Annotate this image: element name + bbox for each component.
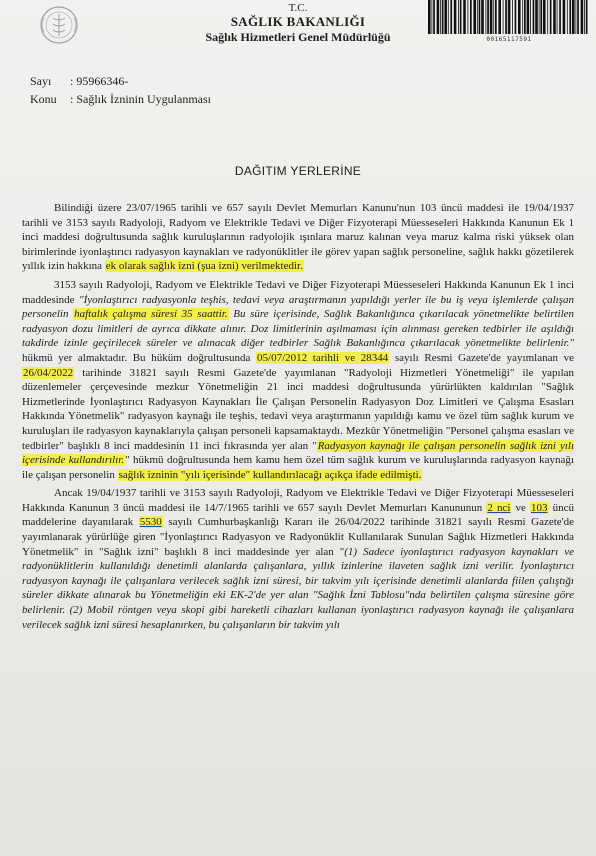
barcode-bar (490, 0, 493, 34)
barcode-bar (512, 0, 513, 34)
p2-text-d: tarihinde 31821 sayılı Resmi Gazete'de yayımlanan "Radyoloji Hizmetleri Yönetmeliği" ile yapılan düzenlemeler çerçevesinde mezkur Yönetmeliğin 21 inci maddesi doğrultusunda yürürlükten kaldırılan "Sağlık Hizmetlerinde İyonlaştırıcı Radyasyon Kaynakları İle Çalışan Personelin Radyasyon Doz Limitleri ve Çalışma Esasları Hakkında Yönetmelik" radyasyon kaynağı ile teşhis, tedavi veya araştırmanın yapıldığı kamu ve özel tüm sağlık kurum ve kuruluşları ile radyasyon kaynaklarıyla çalışan personeli kapsamaktaydı. Mezkûr Yönetmeliğin "Personel çalışma esasları ve tedbirler" başlıklı 8 inci maddesinin 11 inci fıkrasında yer alan " (22, 366, 575, 452)
p2-date-highlight-1: 05/07/2012 tarihli ve 28344 (257, 351, 389, 364)
p2-date-highlight-2: 26/04/2022 (23, 366, 74, 379)
barcode-bar (581, 0, 584, 34)
barcode-bar (473, 0, 476, 34)
barcode-bar (450, 0, 452, 34)
barcode-bar (515, 0, 517, 34)
p3-text-c: üncü maddelerine dayanılarak (22, 501, 575, 529)
header-ministry: SAĞLIK BAKANLIĞI (230, 14, 366, 29)
barcode-bar (553, 0, 556, 34)
barcode-bar (527, 0, 530, 34)
barcode-bar (559, 0, 561, 34)
barcode-bar (505, 0, 507, 34)
barcode-bar (495, 0, 497, 34)
barcode-bar (547, 0, 548, 34)
p2-quote-highlight: haftalık çalışma süresi 35 saattir. (74, 308, 228, 321)
p3-article-103: 103 (531, 501, 548, 514)
barcode-bar (481, 0, 484, 34)
barcode-number: 00165117591 (486, 36, 532, 43)
barcode-bar (530, 0, 531, 34)
barcode-bar (440, 0, 441, 34)
barcode-bar (522, 0, 523, 34)
barcode-bar (563, 0, 566, 34)
barcode-bar (586, 0, 588, 34)
header-tc: T.C. (288, 2, 308, 14)
barcode-bar (557, 0, 558, 34)
barcode-bar (433, 0, 435, 34)
barcode-bar (572, 0, 575, 34)
barcode-bar (533, 0, 535, 34)
p3-article-2: 2 nci (487, 501, 511, 514)
p3-quote: (1) Sadece iyonlaştırıcı radyasyon kaynakları ve radyonüklitlerin kullanıldığı denetimli alanlarda çalışanlara, yıllık izinlerine ilaveten sağlık izni verilir. İyonlaştırıcı radyasyon kaynağı ile çalışanlara verilecek sağlık izni süresi, bir takvim yılı içerisinde denetimli alanlarda fiilen çalıştığı süreler dikkate alınarak bu Yönetmeliğin eki EK-2'de yer alan "Sağlık İzni Tablosu"nda belirtilen çalışma süresine göre belirlenir. (2) Mobil röntgen veya skopi gibi hareketli cihazları kullanan iyonlaştırıcı radyasyon kaynağı ile çalışanlara verilecek sağlık izni süresi hesaplanırken, bu çalışanların bir takvim yılı (22, 545, 574, 631)
barcode-bar (442, 0, 444, 34)
barcode-bar (487, 0, 489, 34)
barcode-bar (428, 0, 431, 34)
barcode-bar (444, 0, 447, 34)
meta-sayi (30, 74, 128, 89)
barcode-bar (437, 0, 440, 34)
p2-quote-highlight-2: Radyasyon kaynağı ile çalışan personelin sağlık izni yılı içerisinde kullandırılır. (22, 439, 575, 467)
barcode-bar (486, 0, 487, 34)
barcode-bar (539, 0, 540, 34)
barcode-bar (463, 0, 466, 34)
meta-sayi-label: Sayı (30, 74, 52, 88)
paragraph-3 (22, 486, 574, 632)
barcode-bar (577, 0, 579, 34)
header-directorate: Sağlık Hizmetleri Genel Müdürlüğü (205, 30, 391, 44)
barcode-bar (468, 0, 469, 34)
p2-text-b: hükmü yer almaktadır. Bu hüküm doğrultusunda (22, 351, 251, 364)
barcode (428, 0, 590, 46)
barcode-bar (535, 0, 538, 34)
meta-konu (30, 92, 211, 107)
barcode-icon (428, 0, 590, 34)
letter-body (22, 201, 574, 636)
meta-sayi-value: : 95966346- (70, 74, 129, 88)
barcode-bar (567, 0, 568, 34)
barcode-bar (503, 0, 504, 34)
barcode-bar (458, 0, 459, 34)
barcode-bar (540, 0, 542, 34)
barcode-bar (498, 0, 501, 34)
barcode-bar (584, 0, 585, 34)
barcode-bar (508, 0, 511, 34)
barcode-bar (477, 0, 478, 34)
barcode-bar (576, 0, 577, 34)
paragraph-2 (22, 278, 574, 482)
barcode-bar (543, 0, 546, 34)
barcode-bar (448, 0, 449, 34)
p2-end-highlight: sağlık izninin "yılı içerisinde" kullandırılacağı açıkça ifade edilmişti. (118, 468, 422, 481)
distribution-title: DAĞITIM YERLERİNE (234, 164, 362, 178)
barcode-bar (524, 0, 526, 34)
p1-highlight: ek olarak sağlık izni (şua izni) verilmektedir. (105, 260, 303, 273)
p3-decree-5530: 5530 (139, 516, 162, 529)
barcode-bar (470, 0, 472, 34)
paragraph-1 (22, 201, 574, 274)
p2-text-c: sayılı Resmi Gazete'de yayımlanan ve (394, 351, 575, 364)
barcode-bar (569, 0, 571, 34)
p2-text-e: " hükmü doğrultusunda hem kamu hem özel tüm sağlık kurum ve kuruluşlarında radyasyon kaynağı ile çalışan personelin (22, 454, 574, 481)
barcode-bar (432, 0, 433, 34)
p2-quote-1: "İyonlaştırıcı radyasyonla teşhis, tedavi veya araştırmanın yapıldığı yerler ile bu iş veya işlemlerde çalışan personelin (22, 293, 574, 321)
p3-text-d: sayılı Cumhurbaşkanlığı Kararı ile 26/04/2022 tarihinde 31821 sayılı Resmi Gazete'de yayımlanarak yürürlüğe giren "İyonlaştırıcı Radyasyon ve Radyonüklit Kullanılarak Sunulan Sağlık Hizmetleri Hakkında Yönetmelik" in "Sağlık izni" başlıklı 8 inci maddesinde yer alan " (22, 516, 575, 558)
barcode-bar (550, 0, 552, 34)
p2-text-a: 3153 sayılı Radyoloji, Radyom ve Elektrikle Tedavi ve Diğer Fizyoterapi Müesseseleri Hakkında Kanunun Ek 1 inci maddesinde (22, 278, 574, 306)
p3-text-a: Ancak 19/04/1937 tarihli ve 3153 sayılı Radyoloji, Radyom ve Elektrikle Tedavi ve Diğer Fizyoterapi Müesseseleri Hakkında Kanunun 3 üncü maddesi ile 14/7/1965 tarihli ve 657 sayılı Devlet Memurları Kanununun (22, 487, 574, 514)
p1-text: Bilindiği üzere 23/07/1965 tarihli ve 657 sayılı Devlet Memurları Kanunu'nun 103 üncü maddesi ile 19/04/1937 tarihli ve 3153 sayılı Radyoloji, Radyom ve Elektrikle Tedavi ve Diğer Fizyoterapi Müesseseleri Hakkında Kanunun Ek 1 inci maddesi doğrultusunda sağlık kuruluşlarının radyolojik ışınlara maruz kalınan veya maruz kalma riski yüksek olan birimlerinde iyonlaştırıcı radyasyon kaynakları ve radyonüklitler ile görev yapan sağlık personeline, sağlık hakkı gözetilerek yıllık izin hakkına (22, 202, 574, 273)
barcode-bar (518, 0, 521, 34)
barcode-bar (460, 0, 462, 34)
meta-konu-value: : Sağlık İzninin Uygulanması (70, 92, 211, 106)
meta-konu-label: Konu (30, 92, 57, 106)
barcode-bar (493, 0, 494, 34)
barcode-bar (454, 0, 457, 34)
barcode-bar (479, 0, 481, 34)
p2-quote-2: Bu süre içerisinde, Sağlık Bakanlığınca çıkarılacak yönetmelikte belirtilen radyasyon dozu limitleri de ayrıca dikkate alınır. Doz limitlerinin aşılmaması için alınması gereken tedbirler ile aşıldığı takdirde izinle geçirilecek süreler ve alınacak diğer tedbirler Sağlık Bakanlığınca çıkarılacak yönetmelikte belirlenir." (22, 308, 575, 350)
p3-text-b: ve (515, 501, 526, 514)
